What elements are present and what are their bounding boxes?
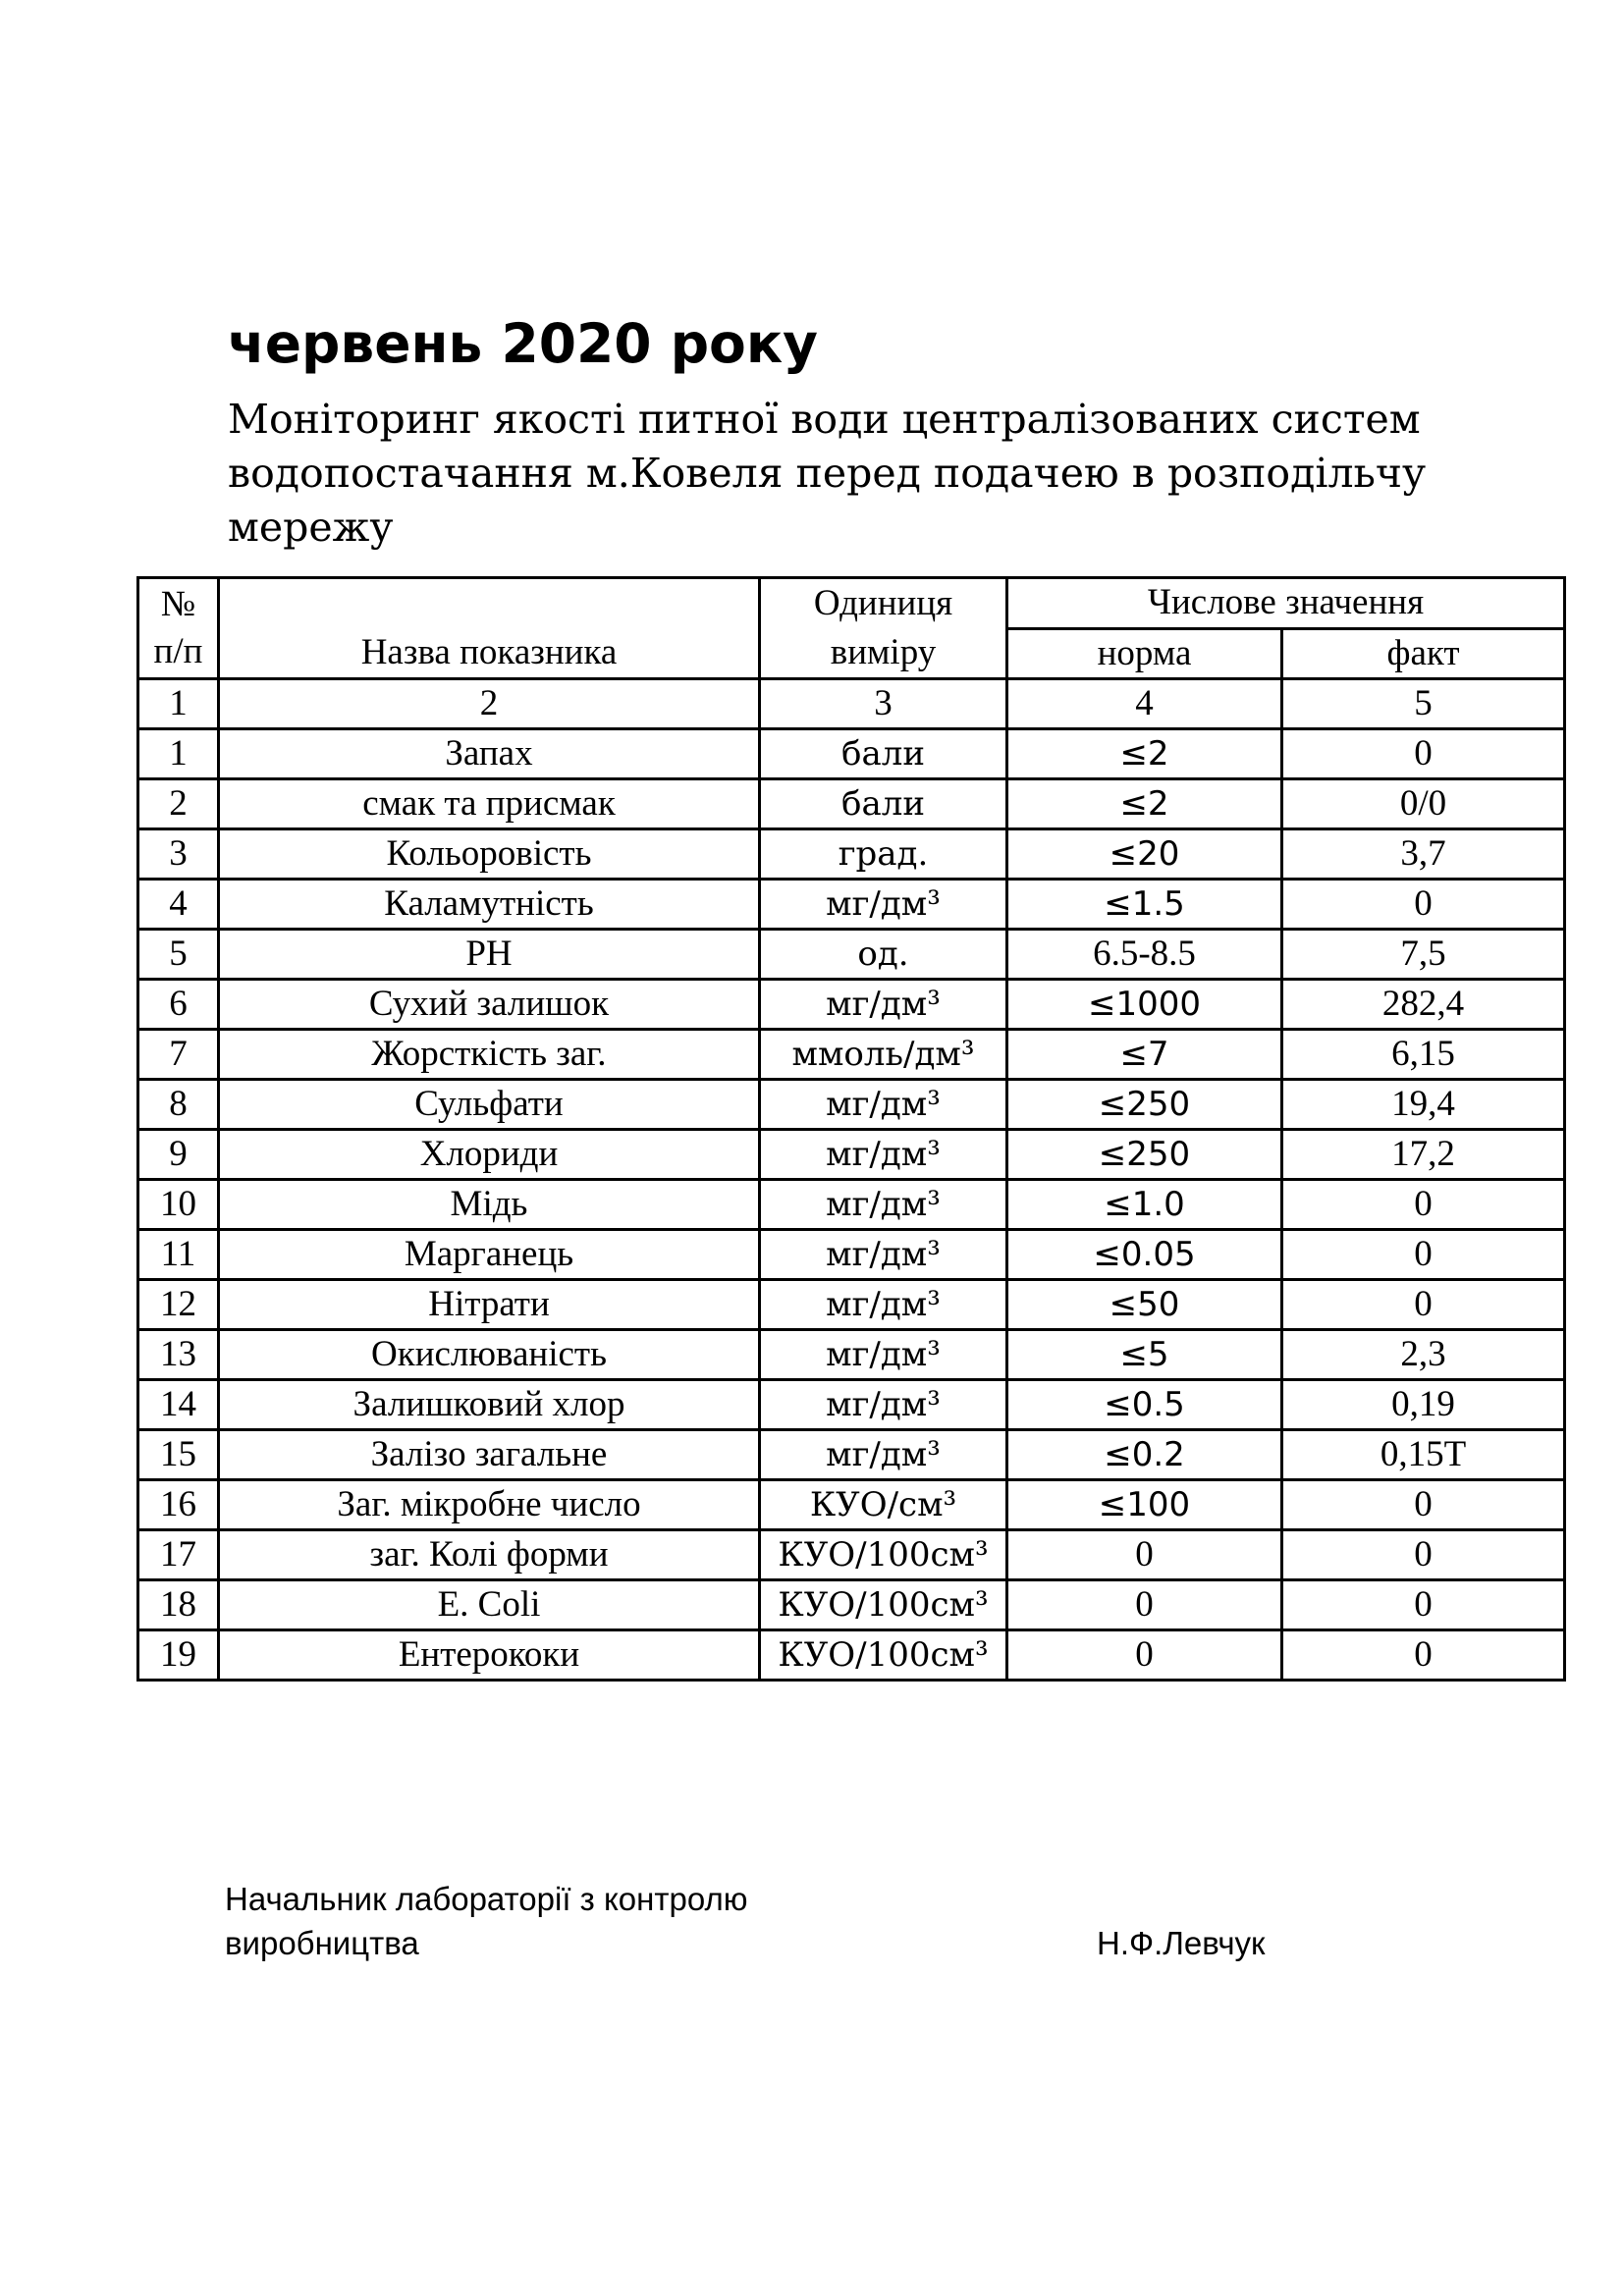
indicator-name-cell: PH (219, 930, 760, 980)
subtitle-line: мережу (228, 504, 394, 551)
norm-value-cell: ≤1000 (1007, 980, 1282, 1030)
unit-cell: КУО/см³ (760, 1480, 1007, 1530)
indicator-name-cell: Окислюваність (219, 1330, 760, 1380)
indicator-name-cell: Мідь (219, 1180, 760, 1230)
unit-cell: мг/дм³ (760, 1380, 1007, 1430)
indicator-name-cell: Нітрати (219, 1280, 760, 1330)
row-number-cell: 13 (138, 1330, 219, 1380)
norm-value-cell: ≤100 (1007, 1480, 1282, 1530)
norm-value-cell: ≤0.5 (1007, 1380, 1282, 1430)
table-header-row (138, 578, 1565, 629)
document-subtitle (228, 393, 1504, 555)
row-number-cell: 11 (138, 1230, 219, 1280)
table-row (138, 1330, 1565, 1380)
norm-value-cell: ≤1.0 (1007, 1180, 1282, 1230)
unit-cell: бали (760, 779, 1007, 829)
indicator-name-cell: Хлориди (219, 1130, 760, 1180)
fact-value-cell: 0/0 (1282, 779, 1565, 829)
fact-value-cell: 0 (1282, 1480, 1565, 1530)
norm-value-cell: 0 (1007, 1530, 1282, 1580)
indicator-name-cell: Сухий залишок (219, 980, 760, 1030)
fact-value-cell: 19,4 (1282, 1080, 1565, 1130)
norm-value-cell: 0 (1007, 1630, 1282, 1681)
norm-value-cell: ≤2 (1007, 729, 1282, 779)
header-value-group: Числове значення (1007, 578, 1565, 629)
row-number-cell: 14 (138, 1380, 219, 1430)
column-number-cell: 4 (1007, 679, 1282, 729)
norm-value-cell: ≤7 (1007, 1030, 1282, 1080)
indicator-name-cell: Марганець (219, 1230, 760, 1280)
row-number-cell: 15 (138, 1430, 219, 1480)
row-number-cell: 18 (138, 1580, 219, 1630)
fact-value-cell: 0 (1282, 1530, 1565, 1580)
fact-value-cell: 0 (1282, 1580, 1565, 1630)
indicator-name-cell: E. Coli (219, 1580, 760, 1630)
indicator-name-cell: Заг. мікробне число (219, 1480, 760, 1530)
unit-cell: мг/дм³ (760, 980, 1007, 1030)
fact-value-cell: 3,7 (1282, 829, 1565, 880)
norm-value-cell: ≤1.5 (1007, 880, 1282, 930)
indicator-name-cell: Запах (219, 729, 760, 779)
column-number-row (138, 679, 1565, 729)
table-row (138, 1530, 1565, 1580)
fact-value-cell: 0 (1282, 1180, 1565, 1230)
header-unit-line2: виміру (830, 632, 937, 672)
fact-value-cell: 17,2 (1282, 1130, 1565, 1180)
row-number-cell: 16 (138, 1480, 219, 1530)
indicator-name-cell: Залишковий хлор (219, 1380, 760, 1430)
indicator-name-cell: заг. Колі форми (219, 1530, 760, 1580)
norm-value-cell: ≤20 (1007, 829, 1282, 880)
header-name-cell: Назва показника (219, 578, 760, 679)
header-fact: факт (1282, 628, 1565, 679)
indicator-name-cell: Залізо загальне (219, 1430, 760, 1480)
indicator-name-cell: Жорсткість заг. (219, 1030, 760, 1080)
norm-value-cell: ≤250 (1007, 1130, 1282, 1180)
norm-value-cell: ≤50 (1007, 1280, 1282, 1330)
signatory-position (225, 1877, 747, 1965)
indicator-name-cell: Сульфати (219, 1080, 760, 1130)
position-line: виробництва (225, 1925, 419, 1961)
unit-cell: мг/дм³ (760, 1180, 1007, 1230)
table-row (138, 779, 1565, 829)
column-number-cell: 5 (1282, 679, 1565, 729)
subtitle-line: Моніторинг якості питної води централізованих систем (228, 396, 1421, 443)
column-number-cell: 1 (138, 679, 219, 729)
column-number-cell: 2 (219, 679, 760, 729)
table-row (138, 1430, 1565, 1480)
row-number-cell: 9 (138, 1130, 219, 1180)
fact-value-cell: 0 (1282, 729, 1565, 779)
fact-value-cell: 0,19 (1282, 1380, 1565, 1430)
row-number-cell: 2 (138, 779, 219, 829)
table-row (138, 1280, 1565, 1330)
row-number-cell: 19 (138, 1630, 219, 1681)
unit-cell: мг/дм³ (760, 1280, 1007, 1330)
unit-cell: мг/дм³ (760, 1330, 1007, 1380)
indicator-name-cell: Кольоровість (219, 829, 760, 880)
table-row (138, 1230, 1565, 1280)
unit-cell: од. (760, 930, 1007, 980)
table-row (138, 1480, 1565, 1530)
subtitle-line: водопостачання м.Ковеля перед подачею в розподільчу (228, 450, 1427, 497)
signatory-name: Н.Ф.Левчук (1097, 1925, 1266, 1961)
header-unit-line1: Одиниця (813, 583, 953, 623)
header-number-symbol: № (160, 584, 196, 624)
header-norm: норма (1007, 628, 1282, 679)
table-row (138, 1030, 1565, 1080)
header-number-cell (138, 578, 219, 679)
norm-value-cell: 6.5-8.5 (1007, 930, 1282, 980)
norm-value-cell: ≤5 (1007, 1330, 1282, 1380)
norm-value-cell: ≤0.2 (1007, 1430, 1282, 1480)
fact-value-cell: 0 (1282, 880, 1565, 930)
row-number-cell: 3 (138, 829, 219, 880)
position-line: Начальник лабораторії з контролю (225, 1881, 748, 1917)
unit-cell: град. (760, 829, 1007, 880)
table-row (138, 729, 1565, 779)
table-row (138, 1380, 1565, 1430)
fact-value-cell: 0,15Т (1282, 1430, 1565, 1480)
unit-cell: КУО/100см³ (760, 1580, 1007, 1630)
norm-value-cell: 0 (1007, 1580, 1282, 1630)
indicator-name-cell: Каламутність (219, 880, 760, 930)
page-title: червень 2020 року (228, 312, 819, 375)
unit-cell: мг/дм³ (760, 880, 1007, 930)
table-row (138, 980, 1565, 1030)
fact-value-cell: 0 (1282, 1630, 1565, 1681)
fact-value-cell: 0 (1282, 1230, 1565, 1280)
fact-value-cell: 2,3 (1282, 1330, 1565, 1380)
table-row (138, 1580, 1565, 1630)
unit-cell: мг/дм³ (760, 1230, 1007, 1280)
fact-value-cell: 7,5 (1282, 930, 1565, 980)
row-number-cell: 10 (138, 1180, 219, 1230)
table-row (138, 1180, 1565, 1230)
fact-value-cell: 0 (1282, 1280, 1565, 1330)
row-number-cell: 12 (138, 1280, 219, 1330)
row-number-cell: 5 (138, 930, 219, 980)
unit-cell: ммоль/дм³ (760, 1030, 1007, 1080)
fact-value-cell: 282,4 (1282, 980, 1565, 1030)
water-quality-table (136, 576, 1566, 1682)
indicator-name-cell: Ентерококи (219, 1630, 760, 1681)
table-row (138, 930, 1565, 980)
row-number-cell: 6 (138, 980, 219, 1030)
column-number-cell: 3 (760, 679, 1007, 729)
norm-value-cell: ≤2 (1007, 779, 1282, 829)
row-number-cell: 4 (138, 880, 219, 930)
fact-value-cell: 6,15 (1282, 1030, 1565, 1080)
row-number-cell: 8 (138, 1080, 219, 1130)
table-row (138, 829, 1565, 880)
table-row (138, 880, 1565, 930)
unit-cell: бали (760, 729, 1007, 779)
norm-value-cell: ≤250 (1007, 1080, 1282, 1130)
table-row (138, 1130, 1565, 1180)
row-number-cell: 7 (138, 1030, 219, 1080)
table-row (138, 1080, 1565, 1130)
table-row (138, 1630, 1565, 1681)
header-unit-cell (760, 578, 1007, 679)
unit-cell: КУО/100см³ (760, 1530, 1007, 1580)
table-body (138, 578, 1565, 1681)
unit-cell: КУО/100см³ (760, 1630, 1007, 1681)
unit-cell: мг/дм³ (760, 1080, 1007, 1130)
indicator-name-cell: смак та присмак (219, 779, 760, 829)
header-number-label: п/п (153, 631, 203, 671)
unit-cell: мг/дм³ (760, 1130, 1007, 1180)
row-number-cell: 1 (138, 729, 219, 779)
row-number-cell: 17 (138, 1530, 219, 1580)
norm-value-cell: ≤0.05 (1007, 1230, 1282, 1280)
unit-cell: мг/дм³ (760, 1430, 1007, 1480)
